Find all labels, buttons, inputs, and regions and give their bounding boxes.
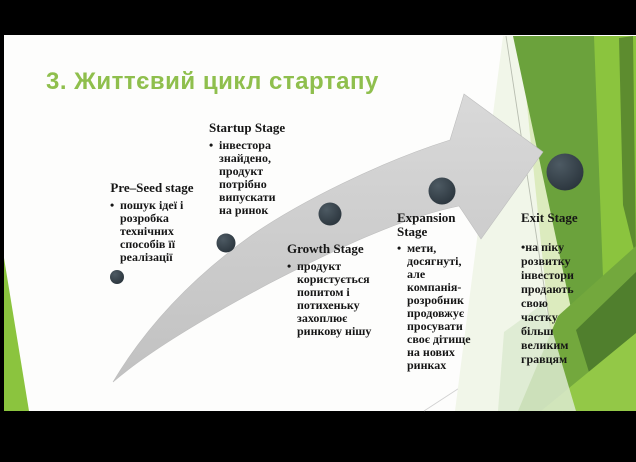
stage-body-pre-seed xyxy=(110,199,194,264)
stage-heading-exit: Exit Stage xyxy=(521,210,578,225)
stage-block-exit xyxy=(521,211,587,366)
stage-heading-growth: Growth Stage xyxy=(287,241,364,256)
stage-body-growth xyxy=(287,260,375,338)
bullet-marker: • xyxy=(397,241,402,256)
stage-text-pre-seed: пошук ідеї і розробка технічних способів її реалізації xyxy=(120,197,184,264)
stage-text-expansion: мети, досягнуті, але компанія-розробник продовжує просувати своє дітище на нових ринках xyxy=(407,241,471,373)
stage-text-growth: продукт користується попитом і потихеньку захоплює ринкову нішу xyxy=(297,258,372,338)
stage-text-startup: інвестора знайдено, продукт потрібно випускати на ринок xyxy=(219,137,276,217)
stage-text-exit: •на піку розвитку інвестори продають свою частку більш великим гравцям xyxy=(521,239,574,366)
stage-body-exit xyxy=(521,240,587,366)
page-title: 3. Життєвий цикл стартапу xyxy=(46,68,379,95)
stage-heading-expansion: Expansion Stage xyxy=(397,210,456,239)
bullet-marker: • xyxy=(110,197,115,212)
stage-heading-pre-seed: Pre–Seed stage xyxy=(110,180,194,195)
stage-block-pre-seed xyxy=(110,181,194,264)
stage-block-expansion xyxy=(397,211,475,372)
stage-body-startup xyxy=(209,139,287,217)
bullet-marker: • xyxy=(287,258,292,273)
stage-block-startup xyxy=(209,121,287,217)
stage-body-expansion xyxy=(397,242,475,372)
stage-heading-startup: Startup Stage xyxy=(209,120,286,135)
stage-block-growth xyxy=(287,242,375,338)
bullet-marker: • xyxy=(209,137,214,152)
